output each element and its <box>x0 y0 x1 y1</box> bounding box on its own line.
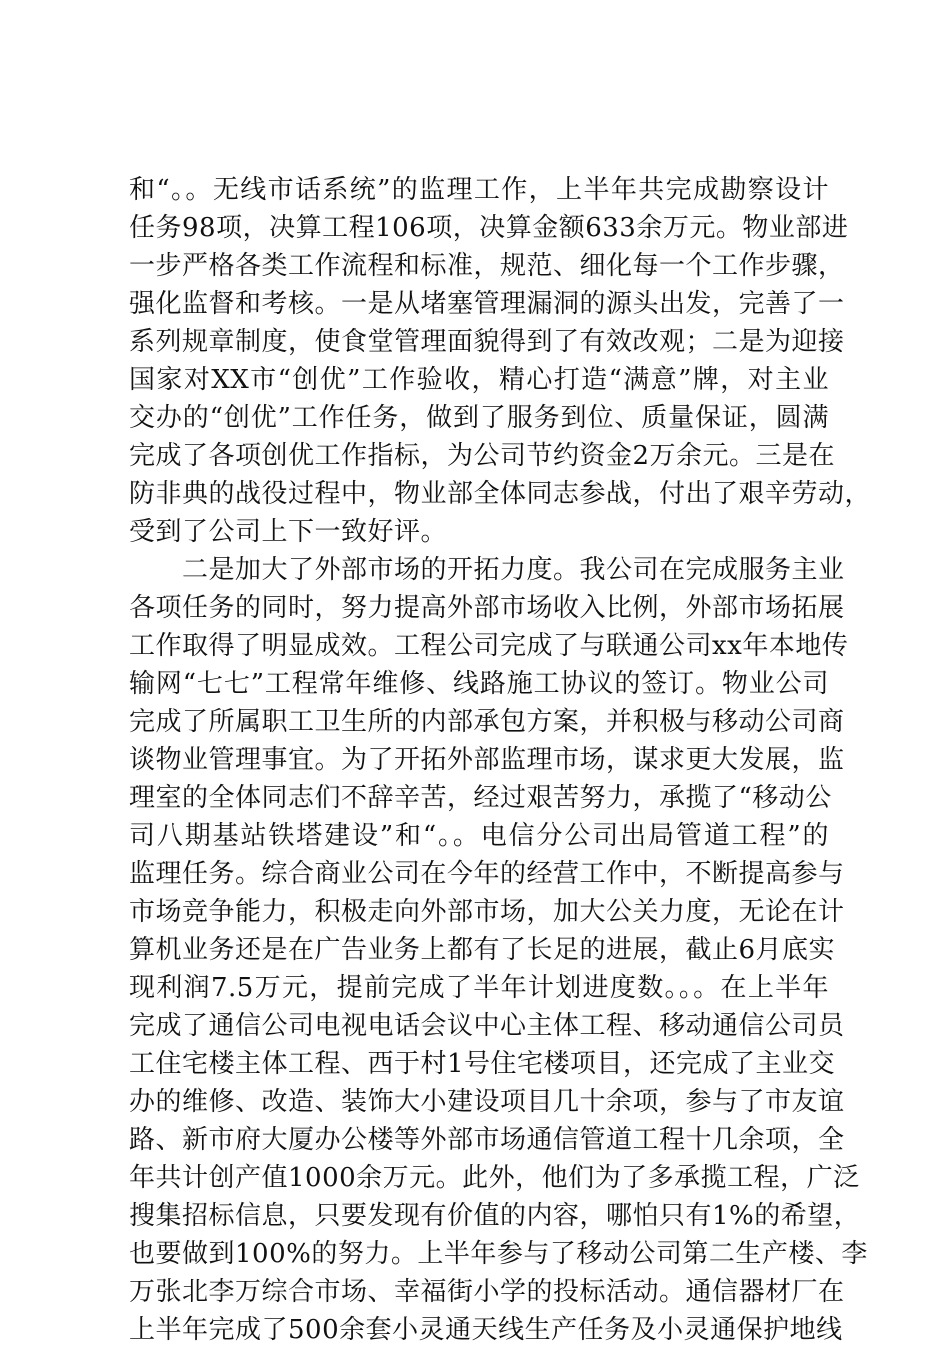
body-text-line: 任务98项，决算工程106项，决算金额633余万元。物业部进 <box>129 213 849 243</box>
body-text-line: 司八期基站铁塔建设”和“。。电信分公司出局管道工程”的 <box>129 821 829 851</box>
body-text-line: 工作取得了明显成效。工程公司完成了与联通公司xx年本地传 <box>129 631 849 661</box>
body-text-line: 年共计创产值1000余万元。此外，他们为了多承揽工程，广泛 <box>129 1163 860 1193</box>
body-text-line: 防非典的战役过程中，物业部全体同志参战，付出了艰辛劳动， <box>129 479 872 509</box>
body-text-line: 办的维修、改造、装饰大小建设项目几十余项，参与了市友谊 <box>129 1087 845 1117</box>
body-text-line: 路、新市府大厦办公楼等外部市场通信管道工程十几余项，全 <box>129 1125 845 1155</box>
body-text-line: 谈物业管理事宜。为了开拓外部监理市场，谋求更大发展，监 <box>129 745 845 775</box>
body-text-line: 和“。。无线市话系统”的监理工作，上半年共完成勘察设计 <box>129 175 829 205</box>
body-text-line: 工住宅楼主体工程、西于村1号住宅楼项目，还完成了主业交 <box>129 1049 836 1079</box>
body-text-line: 强化监督和考核。一是从堵塞管理漏洞的源头出发，完善了一 <box>129 289 845 319</box>
body-text-line: 受到了公司上下一致好评。 <box>129 517 448 547</box>
body-text-line: 搜集招标信息，只要发现有价值的内容，哪怕只有1%的希望， <box>129 1201 861 1231</box>
body-text-line: 市场竞争能力，积极走向外部市场，加大公关力度，无论在计 <box>129 897 845 927</box>
body-text-line: 现利润7.5万元，提前完成了半年计划进度数。。。在上半年 <box>129 973 829 1003</box>
body-text-line: 万张北李万综合市场、幸福街小学的投标活动。通信器材厂在 <box>129 1277 845 1307</box>
body-text-line: 理室的全体同志们不辞辛苦，经过艰苦努力，承揽了“移动公 <box>129 783 832 813</box>
body-text-line: 也要做到100%的努力。上半年参与了移动公司第二生产楼、李 <box>129 1239 868 1269</box>
body-text-line: 输网“七七”工程常年维修、线路施工协议的签订。物业公司 <box>129 669 829 699</box>
body-text-line: 上半年完成了500余套小灵通天线生产任务及小灵通保护地线 <box>129 1315 843 1345</box>
paragraph-first-line: 二是加大了外部市场的开拓力度。我公司在完成服务主业 <box>182 555 845 585</box>
body-text-line: 一步严格各类工作流程和标准，规范、细化每一个工作步骤， <box>129 251 845 281</box>
body-text-line: 系列规章制度，使食堂管理面貌得到了有效改观；二是为迎接 <box>129 327 845 357</box>
body-text-line: 交办的“创优”工作任务，做到了服务到位、质量保证，圆满 <box>129 403 829 433</box>
body-text-line: 国家对XX市“创优”工作验收，精心打造“满意”牌，对主业 <box>129 365 829 395</box>
body-text-line: 完成了通信公司电视电话会议中心主体工程、移动通信公司员 <box>129 1011 845 1041</box>
body-text-line: 算机业务还是在广告业务上都有了长足的进展，截止6月底实 <box>129 935 836 965</box>
body-text-line: 各项任务的同时，努力提高外部市场收入比例，外部市场拓展 <box>129 593 845 623</box>
body-text-line: 完成了各项创优工作指标，为公司节约资金2万余元。三是在 <box>129 441 836 471</box>
body-text-line: 完成了所属职工卫生所的内部承包方案，并积极与移动公司商 <box>129 707 845 737</box>
body-text-line: 监理任务。综合商业公司在今年的经营工作中，不断提高参与 <box>129 859 845 889</box>
